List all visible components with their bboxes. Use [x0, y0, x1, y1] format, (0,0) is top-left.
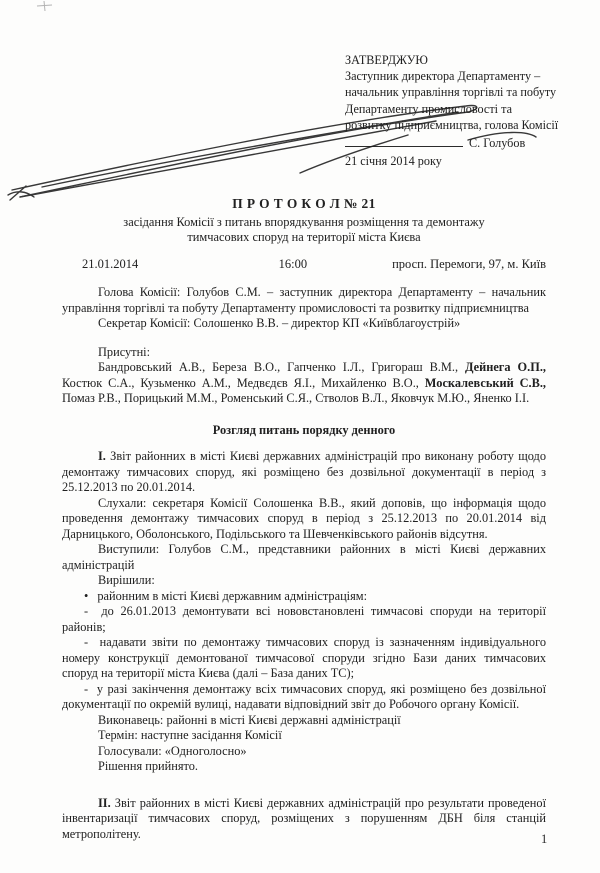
section1-number: І.	[98, 449, 106, 464]
term-line: Термін: наступне засідання Комісії	[98, 728, 282, 743]
protocol-title: П Р О Т О К О Л № 21	[232, 196, 376, 211]
attendees-label: Присутні:	[98, 344, 151, 359]
section2-text: Звіт районних в місті Києві державних адміністрацій про результати проведеної інвентаризації тимчасових споруд, розміщених з порушенням ДБН біля станцій метрополітену.	[62, 795, 546, 841]
approval-line-4: розвитку підприємництва, голова Комісії	[345, 117, 559, 132]
page-number: 1	[541, 832, 548, 846]
section2-paragraph	[62, 796, 546, 843]
protocol-subtitle-1: засідання Комісії з питань впорядкування розміщення та демонтажу	[123, 215, 485, 229]
executor-line: Виконавець: районні в місті Києві державні адміністрації	[98, 712, 401, 727]
section1-spoke: Виступили: Голубов С.М., представники районних в місті Києві державних адміністрацій	[62, 542, 546, 572]
approval-line-2: начальник управління торгівлі та побуту	[345, 85, 557, 100]
attendees-part-1: Бандровський А.В., Береза В.О., Гапченко І.Л., Григораш В.М.,	[98, 360, 465, 375]
voted-line: Голосували: «Одноголосно»	[98, 743, 247, 758]
attendees-part-3: Помаз Р.В., Порицький М.М., Роменський С.Я., Стволов В.Л., Яковчук М.Ю., Яненко І.І.	[62, 391, 530, 406]
decision-sub-item-2: - надавати звіти по демонтажу тимчасових споруд із зазначенням індивідуального номеру конструкції демонтованої тимчасової споруди згідно Бази даних тимчасових споруд на території міста Києва (далі – База даних ТС);	[62, 635, 546, 681]
signature-line	[345, 136, 463, 147]
approval-line-1: Заступник директора Департаменту –	[345, 69, 541, 84]
protocol-subtitle-2: тимчасових споруд на території міста Києва	[187, 230, 421, 245]
decision-line: Рішення прийнято.	[98, 759, 199, 774]
scan-artifact	[37, 1, 52, 11]
signer-name: С. Голубов	[469, 136, 526, 151]
approval-block	[345, 52, 563, 169]
meeting-time: 16:00	[278, 257, 308, 272]
decision-sub-item-1: - до 26.01.2013 демонтувати всі нововстановлені тимчасові споруди на території районів;	[62, 604, 546, 634]
section1-intro	[62, 449, 546, 496]
meta-row	[62, 257, 546, 272]
attendee-bold-2: Москалевський С.В.,	[424, 375, 546, 390]
section1-decided-label: Вирішили:	[98, 573, 155, 588]
section1-intro-text: Звіт районних в місті Києві державних адміністрацій про виконану роботу щодо демонтажу тимчасових споруд, які розміщено без дозвільної документації в період з 25.12.2013 по 20.01.2014.	[62, 449, 546, 495]
approval-date: 21 січня 2014 року	[345, 154, 442, 169]
approval-line-3: Департаменту промисловості та	[345, 101, 512, 116]
document-body	[62, 285, 546, 842]
attendees-list	[62, 360, 546, 407]
section2-number: ІІ.	[98, 795, 111, 810]
attendee-bold-1: Дейнега О.П.,	[464, 360, 546, 375]
bullet-icon: •	[84, 588, 89, 603]
agenda-heading: Розгляд питань порядку денного	[212, 422, 396, 437]
attendees-part-2: Костюк С.А., Кузьменко А.М., Медвєдєв Я.І., Михайленко В.О.,	[62, 375, 425, 390]
chairman-paragraph: Голова Комісії: Голубов С.М. – заступник директора Департаменту – начальник управління торгівлі та побуту Департаменту промисловості та розвитку підприємництва	[62, 285, 546, 315]
section1-heard: Слухали: секретаря Комісії Солошенка В.В., який доповів, що інформація щодо проведення демонтажу тимчасових споруд в період з 25.12.2013 по 20.01.2014 від Дарницького, Оболонського, Подільського та Шевченківського районів відсутня.	[62, 495, 546, 541]
meeting-date: 21.01.2014	[82, 257, 139, 272]
meeting-place: просп. Перемоги, 97, м. Київ	[392, 257, 546, 272]
signature-row	[345, 135, 563, 151]
secretary-paragraph: Секретар Комісії: Солошенко В.В. – директор КП «Київблагоустрій»	[98, 316, 461, 331]
decision-bullet-item	[62, 589, 546, 605]
document-content	[62, 196, 546, 842]
decision-sub-item-3: - у разі закінчення демонтажу всіх тимчасових споруд, які розміщено без дозвільної документації по окремій вулиці, надавати відповідний звіт до Робочого органу Комісії.	[62, 681, 546, 712]
approval-label: ЗАТВЕРДЖУЮ	[345, 53, 428, 67]
decision-bullet-text: районним в місті Києві державним адміністраціям:	[97, 588, 368, 603]
